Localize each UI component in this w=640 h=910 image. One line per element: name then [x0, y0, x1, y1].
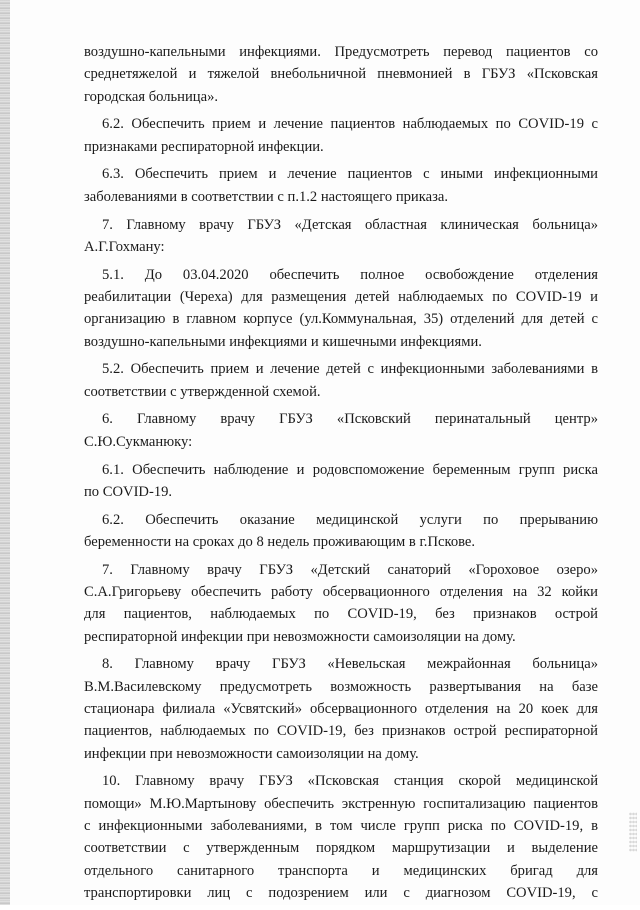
paragraph-p-6-3: [84, 163, 598, 208]
text-line: пациентов, наблюдаемых по COVID-19, без признаков острой респираторной: [84, 723, 598, 740]
text-line: соответствии с утвержденной схемой.: [84, 383, 321, 400]
text-line: 6.1. Обеспечить наблюдение и родовспоможение беременным групп риска: [102, 461, 598, 478]
text-line: по COVID-19.: [84, 483, 173, 500]
text-line: среднетяжелой и тяжелой внебольничной пневмонией в ГБУЗ «Псковская: [84, 66, 598, 83]
text-line: 7. Главному врачу ГБУЗ «Детский санаторий «Гороховое озеро»: [102, 561, 598, 578]
document-body: [84, 41, 598, 910]
text-line: организацию в главном корпусе (ул.Коммунальная, 35) отделений для детей с: [84, 311, 598, 328]
paragraph-p-5-2: [84, 358, 598, 403]
paragraph-p-10: [84, 770, 598, 904]
scan-left-edge: [0, 0, 10, 905]
text-line: 8. Главному врачу ГБУЗ «Невельская межрайонная больница»: [102, 656, 598, 673]
paragraph-p-5-1: [84, 264, 598, 353]
text-line: помощи» М.Ю.Мартынову обеспечить экстренную госпитализацию пациентов: [84, 795, 598, 812]
scan-artifact: [629, 812, 637, 852]
text-line: воздушно-капельными инфекциями. Предусмотреть перевод пациентов со: [84, 44, 598, 60]
paragraph-p-7a: [84, 214, 598, 259]
text-line: 6.2. Обеспечить оказание медицинской услуги по прерыванию: [102, 511, 598, 528]
paragraph-p-6b: [84, 408, 598, 453]
paragraph-p-8: [84, 653, 598, 764]
text-line: 6.3. Обеспечить прием и лечение пациентов с иными инфекционными: [102, 166, 598, 183]
text-line: 5.1. До 03.04.2020 обеспечить полное освобождение отделения: [102, 266, 598, 283]
text-line: воздушно-капельными инфекциями и кишечными инфекциями.: [84, 333, 482, 350]
text-line: С.Ю.Сукманюку:: [84, 433, 193, 450]
text-line: реабилитации (Череха) для размещения детей наблюдаемых по COVID-19 и: [84, 288, 598, 305]
text-line: В.М.Василевскому предусмотреть возможность развертывания на базе: [84, 678, 598, 695]
paragraph-p-6-2: [84, 113, 598, 158]
text-line: беременности на сроках до 8 недель проживающим в г.Пскове.: [84, 533, 476, 550]
paragraph-p-7b: [84, 559, 598, 648]
text-line: для пациентов, наблюдаемых по COVID-19, без признаков острой: [84, 606, 598, 623]
text-line: 5.2. Обеспечить прием и лечение детей с инфекционными заболеваниями в: [102, 361, 598, 378]
text-line: 10. Главному врачу ГБУЗ «Псковская станция скорой медицинской: [102, 773, 598, 790]
text-line: 6. Главному врачу ГБУЗ «Псковский перинатальный центр»: [102, 411, 598, 428]
paragraph-p-6-1: [84, 459, 598, 504]
text-line: стационара филиала «Усвятский» обсервационного отделения на 20 коек для: [84, 701, 598, 718]
text-line: городская больница».: [84, 88, 219, 105]
text-line: респираторной инфекции при невозможности самоизоляции на дому.: [84, 628, 516, 645]
text-line: соответствии с утвержденным порядком маршрутизации и выделение: [84, 840, 598, 857]
text-line: признаками респираторной инфекции.: [84, 138, 324, 155]
text-line: С.А.Григорьеву обеспечить работу обсервационного отделения на 32 койки: [84, 584, 598, 601]
text-line: отдельного санитарного транспорта и медицинских бригад для: [84, 862, 598, 879]
text-line: заболеваниями в соответствии с п.1.2 настоящего приказа.: [84, 188, 448, 205]
text-line: 7. Главному врачу ГБУЗ «Детская областная клиническая больница»: [102, 216, 598, 233]
text-line: А.Г.Гохману:: [84, 238, 165, 255]
text-line: инфекции при невозможности самоизоляции на дому.: [84, 745, 419, 762]
text-line: транспортировки лиц с подозрением или с диагнозом COVID-19, с: [84, 884, 598, 901]
text-line: 6.2. Обеспечить прием и лечение пациентов наблюдаемых по COVID-19 с: [102, 116, 598, 133]
paragraph-p-6-2b: [84, 509, 598, 554]
paragraph-p-cont: [84, 41, 598, 108]
text-line: с инфекционными заболеваниями, в том числе групп риска по COVID-19, в: [84, 818, 598, 834]
